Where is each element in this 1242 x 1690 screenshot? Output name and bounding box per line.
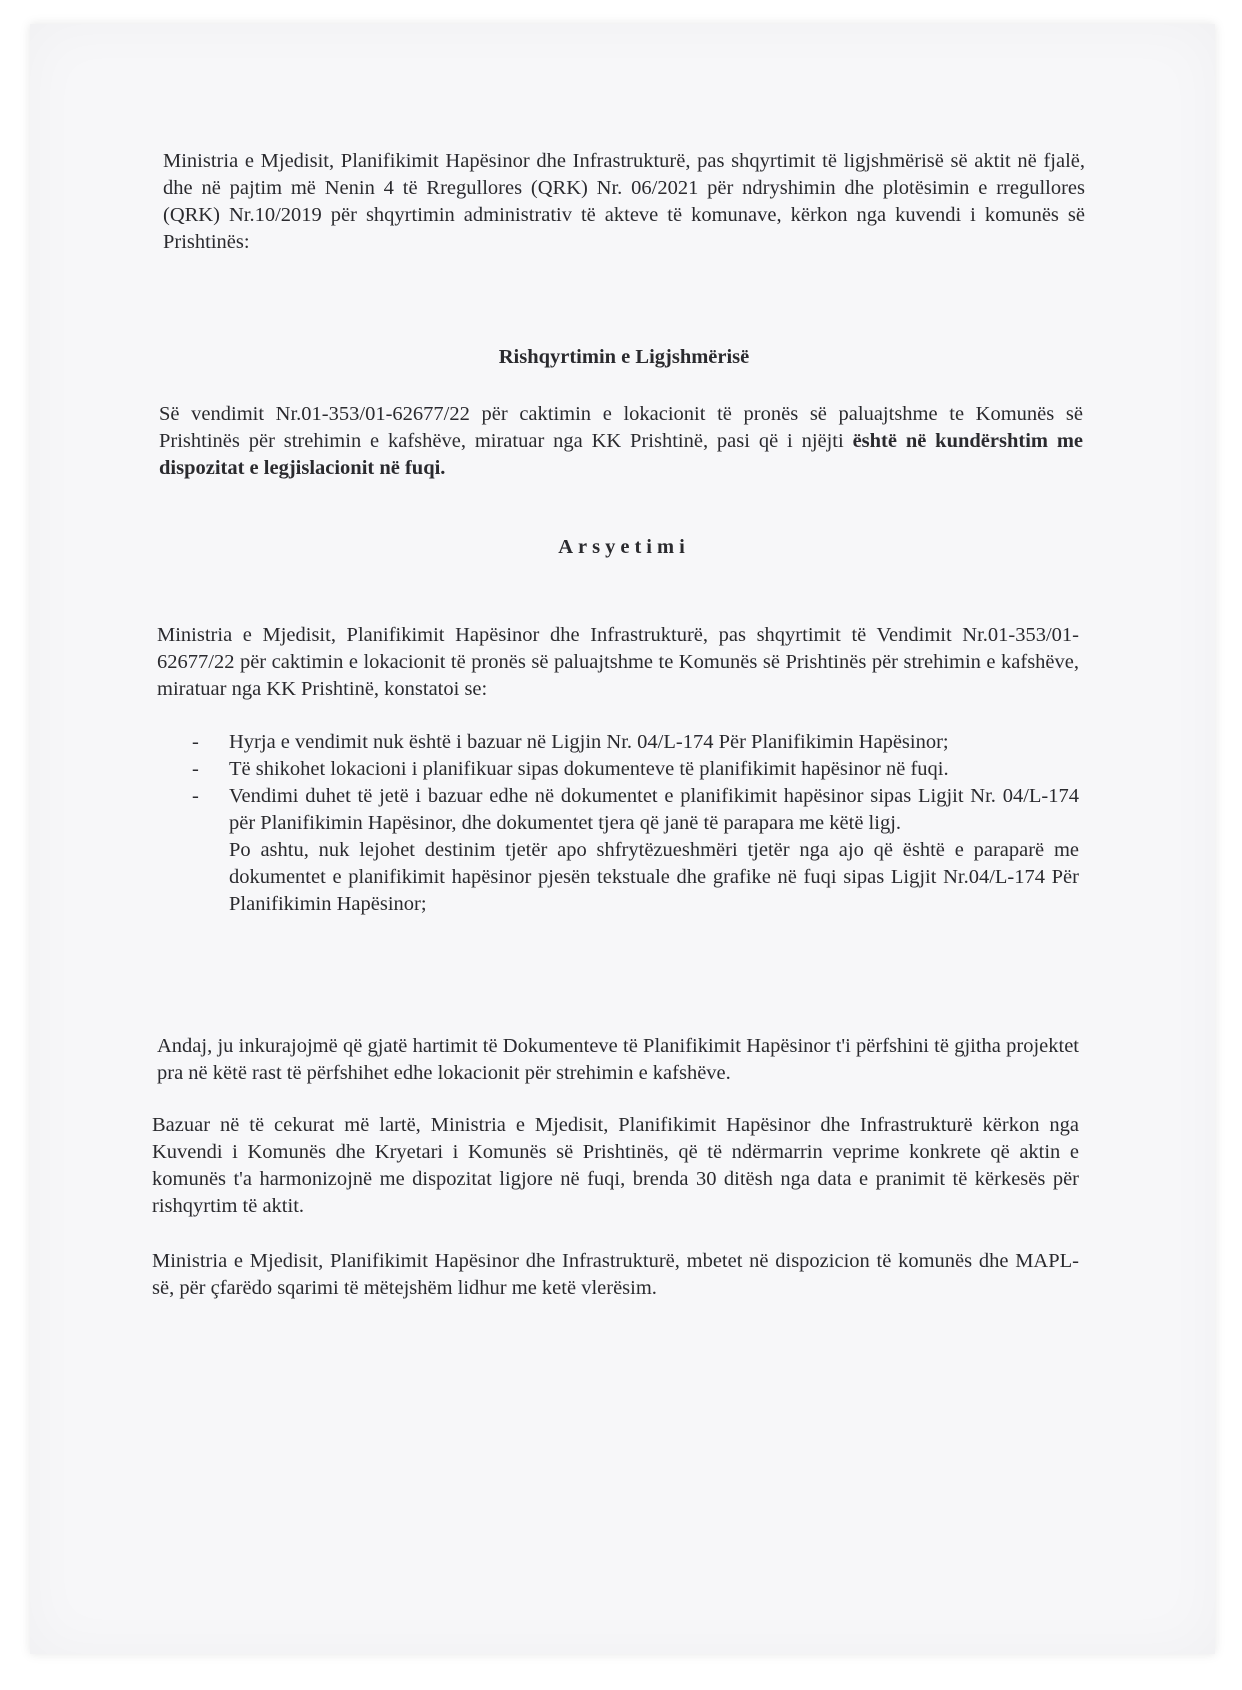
list-item <box>192 756 1079 783</box>
list-item-text: Të shikohet lokacioni i planifikuar sipas dokumenteve të planifikimit hapësinor në fuqi. <box>229 758 949 780</box>
reasoning-paragraph: Ministria e Mjedisit, Planifikimit Hapësinor dhe Infrastrukturë, pas shqyrtimit të Vendimit Nr.01-353/01-62677/22 për caktimin e lokacionit të pronës së paluajtshme te Komunës së Prishtinës për strehimin e kafshëve, miratuar nga KK Prishtinë, konstatoi se: <box>157 624 1079 700</box>
list-dash: - <box>192 785 199 807</box>
intro-paragraph: Ministria e Mjedisit, Planifikimit Hapësinor dhe Infrastrukturë, pas shqyrtimit të ligjshmërisë së aktit në fjalë, dhe në pajtim më Nenin 4 të Rregullores (QRK) Nr. 06/2021 për ndryshimin dhe plotësimin e rregullores (QRK) Nr.10/2019 për shqyrtimin administrativ të akteve të komunave, kërkon nga kuvendi i komunës së Prishtinës: <box>163 150 1085 253</box>
heading-rishqyrtimin: Rishqyrtimin e Ligjshmërisë <box>498 346 750 368</box>
findings-list <box>192 729 1079 918</box>
request-paragraph: Bazuar në të cekurat më lartë, Ministria e Mjedisit, Planifikimit Hapësinor dhe Infrastrukturë kërkon nga Kuvendi i Komunës dhe Kryetari i Komunës së Prishtinës, që të ndërmarrin veprime konkrete që aktin e komunës t'a harmonizojnë me dispozitat ligjore në fuqi, brenda 30 ditësh nga data e pranimit të kërkesës për rishqyrtim të aktit. <box>152 1114 1079 1217</box>
encouragement-paragraph: Andaj, ju inkurajojmë që gjatë hartimit të Dokumenteve të Planifikimit Hapësinor t'i përfshini të gjitha projektet pra në këtë rast të përfshihet edhe lokacionit për strehimin e kafshëve. <box>157 1035 1079 1084</box>
closing-paragraph: Ministria e Mjedisit, Planifikimit Hapësinor dhe Infrastrukturë, mbetet në dispozicion të komunës dhe MAPL-së, për çfarëdo sqarimi të mëtejshëm lidhur me ketë vlerësim. <box>152 1250 1079 1299</box>
list-item-text: Vendimi duhet të jetë i bazuar edhe në dokumentet e planifikimit hapësinor sipas Ligjit Nr. 04/L-174 për Planifikimin Hapësinor, dhe dokumentet tjera që janë të parapara me këtë ligj. <box>229 785 1079 834</box>
decision-paragraph-text: Së vendimit Nr.01-353/01-62677/22 për caktimin e lokacionit të pronës së paluajtshme te Komunës së Prishtinës për strehimin e kafshëve, miratuar nga KK Prishtinë, pasi që i njëjti <box>159 403 1083 452</box>
decision-paragraph-bold-text: është në kundërshtim me dispozitat e legjislacionit në fuqi. <box>159 430 1083 479</box>
heading-arsyetimi: Arsyetimi <box>558 536 690 558</box>
decision-paragraph <box>159 401 1083 482</box>
list-item-continued <box>229 837 1079 918</box>
list-dash: - <box>192 731 199 753</box>
list-dash: - <box>192 758 199 780</box>
list-item <box>192 783 1079 837</box>
list-item <box>192 729 1079 756</box>
list-item-text: Hyrja e vendimit nuk është i bazuar në Ligjin Nr. 04/L-174 Për Planifikimin Hapësinor; <box>229 731 949 753</box>
list-item-text: Po ashtu, nuk lejohet destinim tjetër apo shfrytëzueshmëri tjetër nga ajo që është e paraparë me dokumentet e planifikimit hapësinor pjesën tekstuale dhe grafike në fuqi sipas Ligjit Nr.04/L-174 Për Planifikimin Hapësinor; <box>229 839 1079 915</box>
